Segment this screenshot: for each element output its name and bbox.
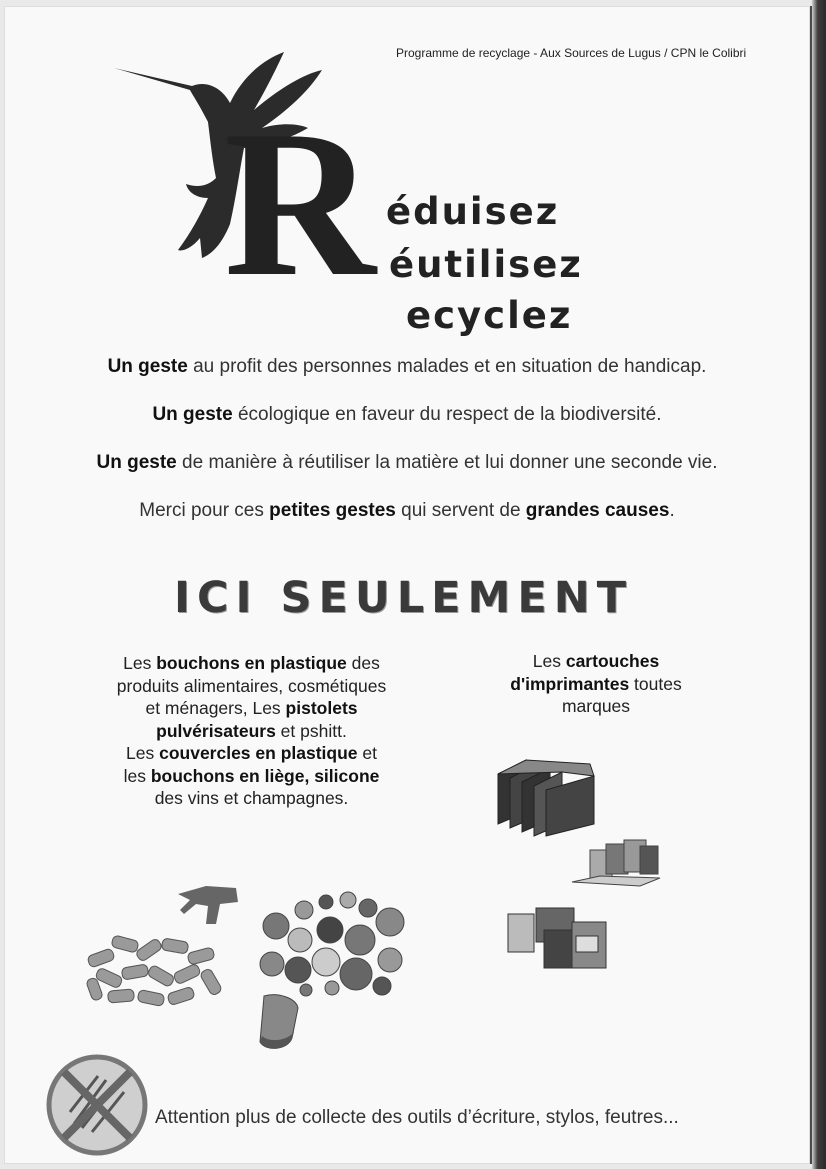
- ici-seulement-title: ICI SEULEMENT: [174, 573, 634, 623]
- corks-icon: [78, 922, 230, 1014]
- footer-warning: Attention plus de collecte des outils d’écriture, stylos, feutres...: [155, 1107, 679, 1128]
- spray-trigger-icon: [176, 880, 242, 928]
- thanks-line: Merci pour ces petites gestes qui servent de grandes causes.: [139, 500, 675, 521]
- slogan-recyclez: ecyclez: [406, 294, 573, 337]
- plastic-caps-icon: [256, 890, 408, 998]
- statement-3: Un geste de manière à réutiliser la matière et lui donner une seconde vie.: [96, 452, 718, 473]
- ink-cartridges-icon: [504, 904, 610, 978]
- page-edge: [812, 0, 826, 1169]
- accepted-caps-text: Les bouchons en plastique des produits alimentaires, cosmétiques et ménagers, Les pistolets pulvérisateurs et pshitt. Les couvercles en plastique et les bouchons en liège, silicone des vins et champagnes.: [116, 653, 387, 808]
- logo-letter: R: [224, 88, 376, 288]
- ink-cartridges-icon: [570, 836, 664, 888]
- statement-1: Un geste au profit des personnes malades et en situation de handicap.: [107, 356, 707, 377]
- slogan-reutilisez: éutilisez: [389, 243, 583, 286]
- hummingbird-logo: [112, 48, 412, 288]
- accepted-cartridges-text: Les cartouches d'imprimantes toutes marques: [510, 651, 682, 716]
- statement-2: Un geste écologique en faveur du respect de la biodiversité.: [152, 404, 662, 425]
- program-note: Programme de recyclage - Aux Sources de Lugus / CPN le Colibri: [396, 46, 747, 60]
- forbidden-pens-icon: [44, 1052, 150, 1158]
- flyer-page: [4, 6, 813, 1164]
- champagne-cork-icon: [254, 992, 304, 1054]
- slogan-reduisez: éduisez: [386, 190, 560, 233]
- ink-cartridges-icon: [496, 754, 596, 838]
